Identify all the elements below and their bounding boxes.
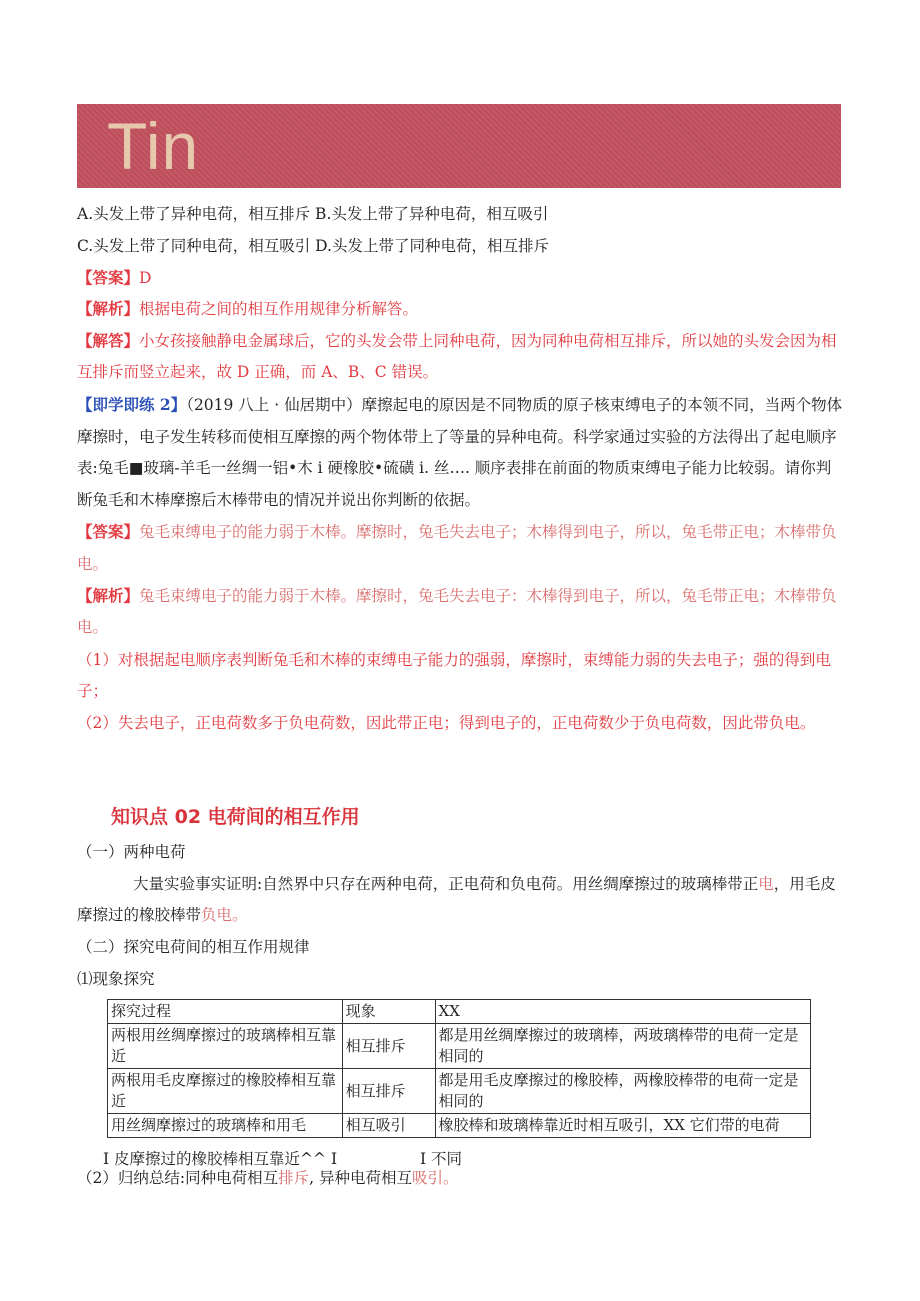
table-header-cell: XX	[435, 1000, 810, 1024]
q2-answer-line1	[77, 522, 837, 542]
q2-line1-text: （2019 八上 · 仙居期中）摩擦起电的原因是不同物质的原子核束缚电子的本领不同，当两个物体	[186, 396, 843, 414]
q2-line2: 摩擦时，电子发生转移而使相互摩擦的两个物体带上了等量的异种电荷。科学家通过实验的方法得出了起电顺序	[77, 428, 837, 446]
table-row	[108, 1114, 811, 1138]
subheading-phenomenon: ⑴现象探究	[77, 970, 155, 988]
q2-answer-text: 兔毛束缚电子的能力弱于木棒。摩擦时，兔毛失去电子；木棒得到电子，所以，兔毛带正电；木棒带负	[139, 523, 837, 541]
summary-line: （2）归纳总结:同种电荷相互排斥, 异种电荷相互吸引。	[77, 1169, 459, 1187]
solution-text: 小女孩接触静电金属球后，它的头发会带上同种电荷，因为同种电荷相互排斥，所以她的头发会因为相	[139, 332, 837, 350]
answer-tag: 【答案】	[77, 268, 140, 287]
table-cell: 相互排斥	[342, 1069, 435, 1114]
q1-analysis	[77, 299, 418, 319]
q1-solution-line1	[77, 331, 837, 351]
option-line-cd: C.头发上带了同种电荷，相互吸引 D.头发上带了同种电荷，相互排斥	[77, 237, 549, 255]
q2-line4: 断兔毛和木棒摩擦后木棒带电的情况并说出你判断的依据。	[77, 491, 481, 509]
q1-answer	[77, 268, 151, 288]
subheading-two-charges: （一）两种电荷	[77, 843, 186, 861]
subheading-explore: （二）探究电荷间的相互作用规律	[77, 938, 310, 956]
table-header-row	[108, 1000, 811, 1024]
table-cell: 橡胶棒和玻璃棒靠近时相互吸引，XX 它们带的电荷	[435, 1114, 810, 1138]
q2-line1	[77, 395, 842, 415]
q2-line3: 表:兔毛■玻璃-羊毛一丝绸一铝•木 i 硬橡胶•硫磺 i. 丝…. 顺序表排在前面的物质束缚电子能力比较弱。请你判	[77, 459, 832, 477]
q2-analysis-tag: 【解析】	[77, 586, 140, 605]
q2-point2: （2）失去电子，正电荷数多于负电荷数，因此带正电；得到电子的，正电荷数少于负电荷数，因此带负电。	[77, 714, 816, 732]
table-overflow-left: I 皮摩擦过的橡胶棒相互靠近^^ I	[103, 1150, 338, 1168]
header-banner	[77, 104, 841, 188]
experiment-table	[107, 999, 811, 1138]
practice-tag: 【即学即练 2】	[77, 395, 187, 414]
charges-para-line2: 摩擦过的橡胶棒带负电。	[77, 906, 248, 924]
q2-point1-line2: 子；	[77, 682, 109, 700]
solution-tag: 【解答】	[77, 331, 140, 350]
option-line-ab: A.头发上带了异种电荷，相互排斥 B.头发上带了异种电荷，相互吸引	[77, 205, 549, 223]
banner-title: Tin	[107, 109, 200, 183]
q2-answer-tag: 【答案】	[77, 522, 140, 541]
table-cell: 都是用毛皮摩擦过的橡胶棒，两橡胶棒带的电荷一定是相同的	[435, 1069, 810, 1114]
table-cell: 相互吸引	[342, 1114, 435, 1138]
table-cell: 用丝绸摩擦过的玻璃棒和用毛	[108, 1114, 343, 1138]
q1-solution-line2: 互排斥而竖立起来，故 D 正确，而 A、B、C 错误。	[77, 363, 439, 381]
table-cell: 都是用丝绸摩擦过的玻璃棒，两玻璃棒带的电荷一定是相同的	[435, 1024, 810, 1069]
q2-answer-line2: 电。	[77, 555, 109, 573]
analysis-text: 根据电荷之间的相互作用规律分析解答。	[139, 300, 419, 318]
table-overflow-right: I 不同	[420, 1150, 463, 1168]
table-row	[108, 1024, 811, 1069]
q2-analysis-line2: 电。	[77, 618, 109, 636]
table-cell: 两根用丝绸摩擦过的玻璃棒相互靠近	[108, 1024, 343, 1069]
answer-text: D	[139, 269, 152, 287]
table-cell: 相互排斥	[342, 1024, 435, 1069]
q2-point1-line1: （1）对根据起电顺序表判断兔毛和木棒的束缚电子能力的强弱，摩擦时，束缚能力弱的失去电子；强的得到电	[77, 651, 831, 669]
table-row	[108, 1069, 811, 1114]
charges-para-line1: 大量实验事实证明:自然界中只存在两种电荷，正电荷和负电荷。用丝绸摩擦过的玻璃棒带正电，用毛皮	[133, 875, 836, 893]
table-cell: 两根用毛皮摩擦过的橡胶棒相互靠近	[108, 1069, 343, 1114]
analysis-tag: 【解析】	[77, 299, 140, 318]
table-header-cell: 现象	[342, 1000, 435, 1024]
table-header-cell: 探究过程	[108, 1000, 343, 1024]
section-heading: 知识点 02 电荷间的相互作用	[111, 806, 360, 828]
q2-analysis-text: 兔毛束缚电子的能力弱于木棒。摩擦时，兔毛失去电子：木棒得到电子，所以，兔毛带正电；木棒带负	[139, 587, 837, 605]
q2-analysis-line1	[77, 586, 837, 606]
